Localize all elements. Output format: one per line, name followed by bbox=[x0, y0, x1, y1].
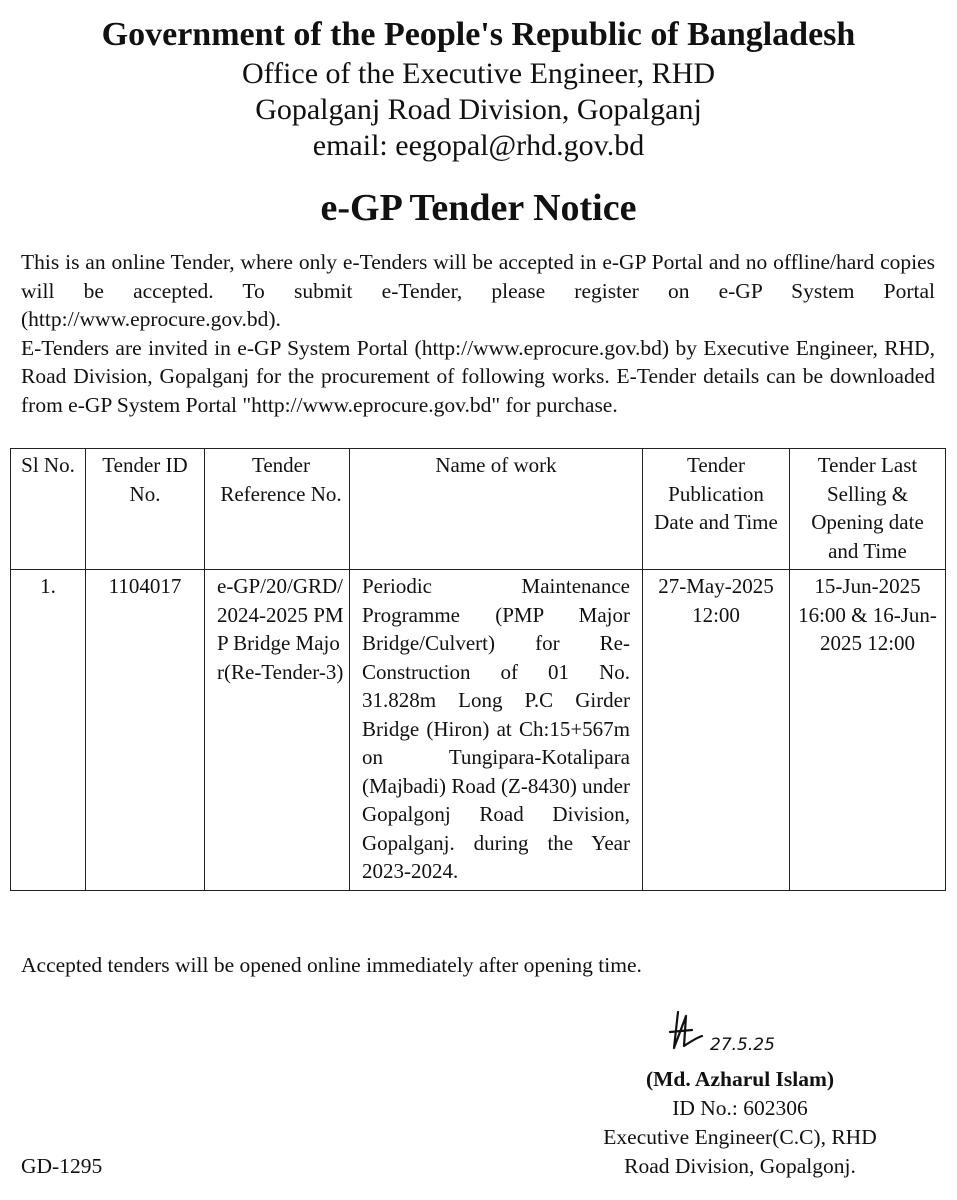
tender-table bbox=[10, 448, 946, 891]
cell-sl-no: 1. bbox=[11, 570, 86, 891]
intro-paragraph-2: E-Tenders are invited in e-GP System Portal (http://www.eprocure.gov.bd) by Executive Engineer, RHD, Road Division, Gopalganj for the procurement of following works. E-Tender details can be downloaded from e-GP System Portal "http://www.eprocure.gov.bd" for purchase. bbox=[21, 335, 935, 417]
intro-text bbox=[21, 248, 935, 419]
notice-title: e-GP Tender Notice bbox=[320, 187, 637, 229]
header-sl-no: Sl No. bbox=[11, 449, 86, 570]
cell-last-selling-date: 15-Jun-2025 16:00 & 16-Jun-2025 12:00 bbox=[790, 570, 946, 891]
intro-paragraph-1: This is an online Tender, where only e-Tenders will be accepted in e-GP Portal and no offline/hard copies will be accepted. To submit e-Tender, please register on e-GP System Portal (http://www.eprocure.gov.bd). bbox=[21, 250, 935, 331]
signatory-office: Road Division, Gopalgonj. bbox=[624, 1154, 856, 1178]
table-row bbox=[11, 570, 946, 891]
office-email: email: eegopal@rhd.gov.bd bbox=[312, 129, 645, 162]
header-name-of-work: Name of work bbox=[350, 449, 643, 570]
gd-code: GD-1295 bbox=[21, 1154, 103, 1178]
header-tender-reference: Tender Reference No. bbox=[205, 449, 350, 570]
office-name: Office of the Executive Engineer, RHD bbox=[241, 57, 716, 90]
header-last-selling-date: Tender Last Selling & Opening date and Time bbox=[790, 449, 946, 570]
table-header-row bbox=[11, 449, 946, 570]
handwritten-signature bbox=[640, 1002, 800, 1062]
signatory-block bbox=[530, 1065, 950, 1181]
letterhead bbox=[0, 14, 957, 164]
signatory-designation: Executive Engineer(C.C), RHD bbox=[603, 1125, 877, 1149]
header-publication-date: Tender Publication Date and Time bbox=[643, 449, 790, 570]
cell-name-of-work: Periodic Maintenance Programme (PMP Major Bridge/Culvert) for Re-Construction of 01 No. 31.828m Long P.C Girder Bridge (Hiron) at Ch:15+567m on Tungipara-Kotalipara (Majbadi) Road (Z-8430) under Gopalgonj Road Division, Gopalganj. during the Year 2023-2024. bbox=[350, 570, 643, 891]
cell-tender-reference bbox=[205, 570, 350, 891]
signatory-name: (Md. Azharul Islam) bbox=[645, 1067, 835, 1091]
signature-date: 27.5.25 bbox=[710, 1035, 775, 1055]
division-name: Gopalganj Road Division, Gopalganj bbox=[255, 93, 702, 126]
header-tender-id: Tender ID No. bbox=[86, 449, 205, 570]
signatory-id: ID No.: 602306 bbox=[672, 1096, 808, 1120]
government-title: Government of the People's Republic of Bangladesh bbox=[101, 16, 856, 53]
cell-tender-id: 1104017 bbox=[86, 570, 205, 891]
cell-publication-date: 27-May-2025 12:00 bbox=[643, 570, 790, 891]
footer-note: Accepted tenders will be opened online immediately after opening time. bbox=[21, 953, 642, 977]
tender-reference-text: e-GP/20/GRD/2024-2025 PMP Bridge Major(Re-Tender-3) bbox=[217, 574, 344, 684]
